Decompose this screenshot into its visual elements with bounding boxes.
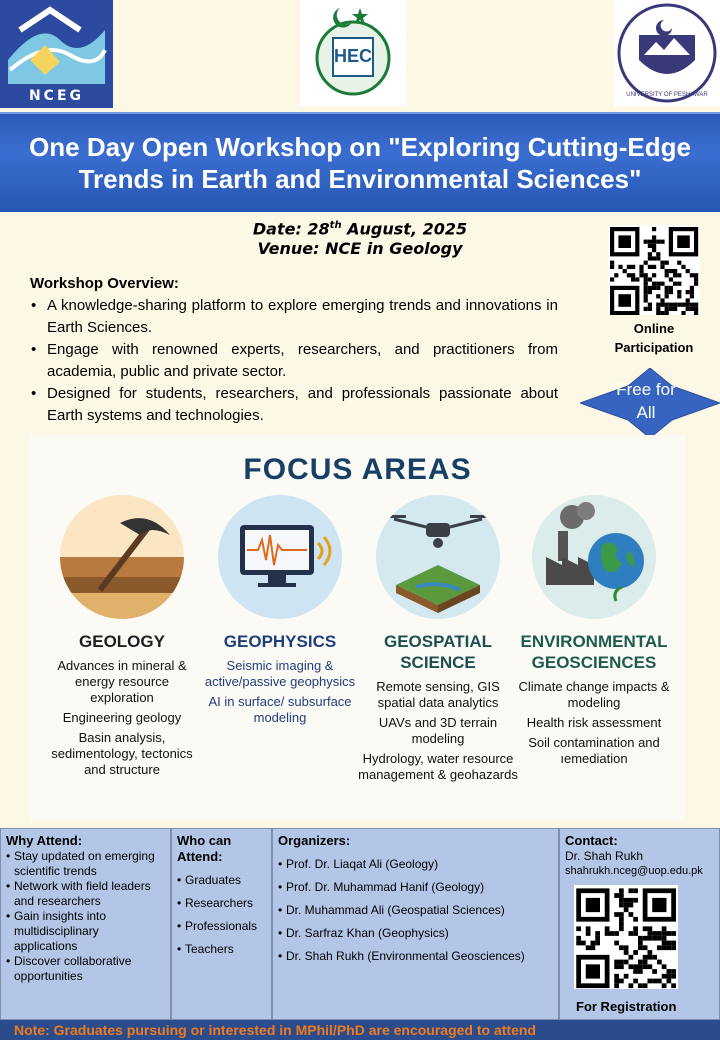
hec-logo-text: HEC: [333, 46, 373, 66]
contact-section: [559, 828, 720, 1020]
focus-area-geology: [42, 495, 202, 782]
registration-label: For Registration: [576, 999, 677, 1014]
overview-heading: Workshop Overview:: [30, 275, 179, 292]
uop-logo-text: UNIVERSITY OF PESHAWAR: [626, 92, 708, 98]
audience-item: • Graduates: [177, 873, 266, 888]
footer-note: Note: Graduates pursuing or interested in MPhil/PhD are encouraged to attend: [0, 1020, 720, 1040]
audience-item: • Professionals: [177, 919, 266, 934]
registration-qr-code[interactable]: [574, 885, 678, 989]
pickaxe-icon: [60, 495, 184, 619]
focus-areas-panel: [30, 435, 685, 820]
why-attend-section: [0, 828, 171, 1020]
event-venue: Venue: NCE in Geology: [257, 239, 463, 259]
online-participation-qr-code[interactable]: [608, 225, 700, 315]
free-badge-text: Free for All: [616, 380, 676, 422]
organizer-item: • Prof. Dr. Muhammad Hanif (Geology): [278, 880, 553, 895]
contact-heading: Contact:: [565, 833, 618, 848]
organizer-item: • Prof. Dr. Liaqat Ali (Geology): [278, 857, 553, 872]
organizer-item: • Dr. Muhammad Ali (Geospatial Sciences): [278, 903, 553, 918]
info-table: [0, 828, 720, 1020]
seismic-monitor-icon: [218, 495, 342, 619]
audience-item: • Teachers: [177, 942, 266, 957]
focus-area-name: GEOSPATIAL SCIENCE: [384, 632, 492, 672]
hec-logo: [300, 0, 406, 106]
contact-name: Dr. Shah Rukh: [565, 849, 644, 863]
why-attend-item: • Gain insights into multidisciplinary applications: [6, 909, 165, 954]
overview-item: • Designed for students, researchers, and professionals passionate about Earth systems and technologies.: [30, 383, 558, 427]
university-of-peshawar-logo: [614, 0, 720, 106]
why-attend-item: • Stay updated on emerging scientific trends: [6, 849, 165, 879]
contact-email[interactable]: shahrukh.nceg@uop.edu.pk: [565, 865, 703, 877]
focus-area-environmental: [514, 495, 674, 771]
workshop-overview: [30, 273, 558, 427]
factory-globe-icon: [532, 495, 656, 619]
focus-area-items: Remote sensing, GIS spatial data analytics UAVs and 3D terrain modeling Hydrology, water resource management & geohazards: [358, 679, 518, 782]
why-attend-heading: Why Attend:: [6, 833, 83, 848]
nceg-logo-text: NCEG: [28, 88, 85, 104]
focus-area-items: Seismic imaging & active/passive geophysics AI in surface/ subsurface modeling: [204, 658, 356, 725]
date-venue: [200, 216, 520, 259]
overview-item: • A knowledge-sharing platform to explore emerging trends and innovations in Earth Sciences.: [30, 295, 558, 339]
overview-item: • Engage with renowned experts, researchers, and practitioners from academia, public and private sector.: [30, 339, 558, 383]
title-banner: [0, 112, 720, 212]
event-date: Date: 28th August, 2025: [252, 219, 468, 239]
organizers-heading: Organizers:: [278, 833, 351, 848]
organizer-item: • Dr. Sarfraz Khan (Geophysics): [278, 926, 553, 941]
who-can-attend-section: [171, 828, 272, 1020]
audience-item: • Researchers: [177, 896, 266, 911]
why-attend-item: • Discover collaborative opportunities: [6, 954, 165, 984]
online-participation-label: Online Participation: [614, 321, 694, 355]
focus-area-name: GEOLOGY: [79, 632, 165, 651]
focus-area-name: ENVIRONMENTAL GEOSCIENCES: [520, 632, 668, 672]
focus-areas-title: FOCUS AREAS: [243, 453, 472, 486]
drone-icon: [376, 495, 500, 619]
overview-list: [30, 295, 558, 427]
nceg-logo: [0, 0, 113, 108]
workshop-title: One Day Open Workshop on "Exploring Cutting-Edge Trends in Earth and Environmental Sciences": [29, 132, 691, 194]
focus-area-items: Advances in mineral & energy resource exploration Engineering geology Basin analysis, sedimentology, tectonics and structure: [51, 658, 193, 777]
organizer-item: • Dr. Shah Rukh (Environmental Geosciences): [278, 949, 553, 964]
why-attend-item: • Network with field leaders and researchers: [6, 879, 165, 909]
focus-area-geophysics: [200, 495, 360, 730]
focus-area-name: GEOPHYSICS: [223, 632, 337, 651]
organizers-section: [272, 828, 559, 1020]
focus-area-items: Climate change impacts & modeling Health risk assessment Soil contamination and ıemediation: [518, 679, 670, 766]
focus-area-geospatial: [358, 495, 518, 787]
who-can-attend-heading: Who can Attend:: [177, 833, 232, 864]
